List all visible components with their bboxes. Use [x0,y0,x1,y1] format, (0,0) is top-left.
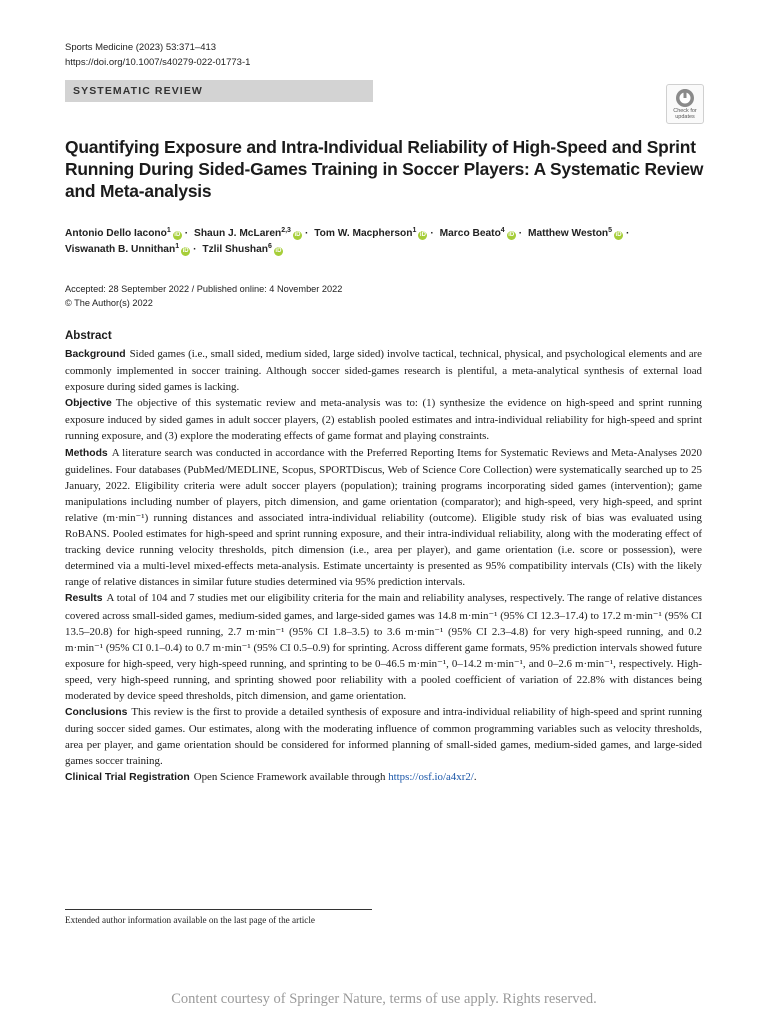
author[interactable]: Tom W. Macpherson$^1$iD [314,227,426,239]
copyright: © The Author(s) 2022 [65,298,153,308]
courtesy-watermark: Content courtesy of Springer Nature, terms of use apply. Rights reserved. [171,991,597,1007]
journal-citation: Sports Medicine (2023) 53:371–413 [65,42,217,53]
author[interactable]: Matthew Weston$^5$iD [527,227,622,239]
orcid-icon[interactable]: iD [275,248,282,254]
orcid-icon[interactable]: iD [294,232,301,238]
orcid-icon[interactable]: iD [615,232,622,238]
accepted-published: Accepted: 28 September 2022 / Published online: 4 November 2022 [65,284,343,294]
article-type-banner: SYSTEMATIC REVIEW [65,80,373,102]
check-updates-line1: Check for [673,108,697,114]
doi-link[interactable]: https://doi.org/10.1007/s40279-022-01773-1 [65,57,251,68]
abstract-objective: Objective The objective of this systematic review and meta-analysis was to: (1) synthesize the evidence on high-speed and sprint running exposure induced by sided games in adult soccer players, (2) establish pooled estimates and intra-individual reliability for high-speed and sprint running exposure, and (3) explore the moderating effects of game format and playing constraints. [65,397,702,443]
abstract-body [65,346,702,787]
author[interactable]: Marco Beato$^4$iD [439,227,515,239]
footnote-divider [65,909,372,910]
check-updates-line2: updates [675,114,695,120]
author[interactable]: Viswanath B. Unnithan$^1$iD [65,243,189,255]
orcid-icon[interactable]: iD [419,232,426,238]
abstract-methods: Methods A literature search was conducted in accordance with the Preferred Reporting Items for Systematic Reviews and Meta-Analyses 2020 guidelines. Four databases (PubMed/MEDLINE, Scopus, SPORTDiscus, Web of Science Core Collection) were systematically searched up to 25 January, 2022. Eligibility criteria were adult soccer players (population); training programs incorporating sided games (intervention); game manipulations including number of players, pitch dimension, and game orientation (comparator); and high-speed, very high-speed, and sprint relative (m·min⁻¹) running distances and associated intra-individual reliability (outcome). Eligible study risk of bias was evaluated using RoBANS. Pooled estimates for high-speed and sprint running exposure, and their intra-individual reliability, along with the moderating effect of tracking device running velocity thresholds, pitch dimension (i.e., area per player), and game orientation (i.e. score or possession), were determined via a multi-level mixed-effects meta-analysis. Estimate uncertainty is presented as 95% compatibility intervals (CIs) with the likely range of relative distances in similar future studies determined via 95% prediction intervals. [65,446,702,589]
check-updates-icon [675,88,695,108]
abstract-registration: Clinical Trial Registration Open Science Framework available through https://osf.io/a4xr2/. [65,771,477,784]
abstract-results: Results A total of 104 and 7 studies met our eligibility criteria for the main and reliability analyses, respectively. The range of relative distances covered across small-sided games, medium-sided games, and large-sided games was 14.8 m·min⁻¹ (95% CI 12.3–17.4) to 17.2 m·min⁻¹ (95% CI 13.5–20.8) for high-speed running, 2.7 m·min⁻¹ (95% CI 1.8–3.5) to 3.6 m·min⁻¹ (95% CI 2.3–4.8) for very high-speed running, and 0.2 m·min⁻¹ (95% CI 0.1–0.4) to 0.7 m·min⁻¹ (95% CI 0.5–0.9) for sprinting. Across different game formats, 95% prediction intervals showed future exposure for high-speed, very high-speed running, and sprinting to be 0–46.5 m·min⁻¹, 0–14.2 m·min⁻¹, and 0–2.6 m·min⁻¹, respectively. High-speed, very high-speed running, and sprinting showed poor reliability with a pooled coefficient of variation of 22.8% with distances being moderated by device speed thresholds, pitch dimension, and game orientation. [65,592,702,702]
author-list: Antonio Dello Iacono$^1$iD · Shaun J. McLaren$^{2,3}$iD · Tom W. Macpherson$^1$iD · Marco Beato$^4$iD · Matthew Weston$^5$iD · Viswanath B. Unnithan$^1$iD · Tzlil Shushan$^6$iD [65,227,630,255]
journal-header [65,40,250,70]
orcid-icon[interactable]: iD [182,248,189,254]
author-info-footnote: Extended author information available on the last page of the article [65,915,316,925]
check-for-updates-badge[interactable] [666,84,704,124]
orcid-icon[interactable]: iD [508,232,515,238]
author[interactable]: Tzlil Shushan$^6$iD [202,243,282,255]
article-title: Quantifying Exposure and Intra-Individual Reliability of High-Speed and Sprint Running During Sided-Games Training in Soccer Players: A Systematic Review and Meta-analysis [65,137,704,201]
author[interactable]: Shaun J. McLaren$^{2,3}$iD [194,227,301,239]
author[interactable]: Antonio Dello Iacono$^1$iD [65,227,181,239]
abstract-conclusions: Conclusions This review is the first to provide a detailed synthesis of exposure and intra-individual reliability of high-speed and sprint running during soccer sided games. Our estimates, along with the moderating influence of common programming variables such as velocity thresholds, area per player, and game orientation should be considered for informed planning of small-sided games, medium-sided games, and large-sided games soccer training. [65,706,702,768]
abstract-background: Background Sided games (i.e., small sided, medium sided, large sided) involve tactical, technical, physical, and psychological elements and are commonly implemented in soccer training. Although soccer sided-games research is plentiful, a meta-analytical synthesis of external load exposure during sided games is lacking. [65,348,702,394]
orcid-icon[interactable]: iD [174,232,181,238]
abstract-heading: Abstract [65,330,112,342]
publication-dates [65,282,342,310]
osf-link[interactable]: https://osf.io/a4xr2/ [388,771,474,784]
